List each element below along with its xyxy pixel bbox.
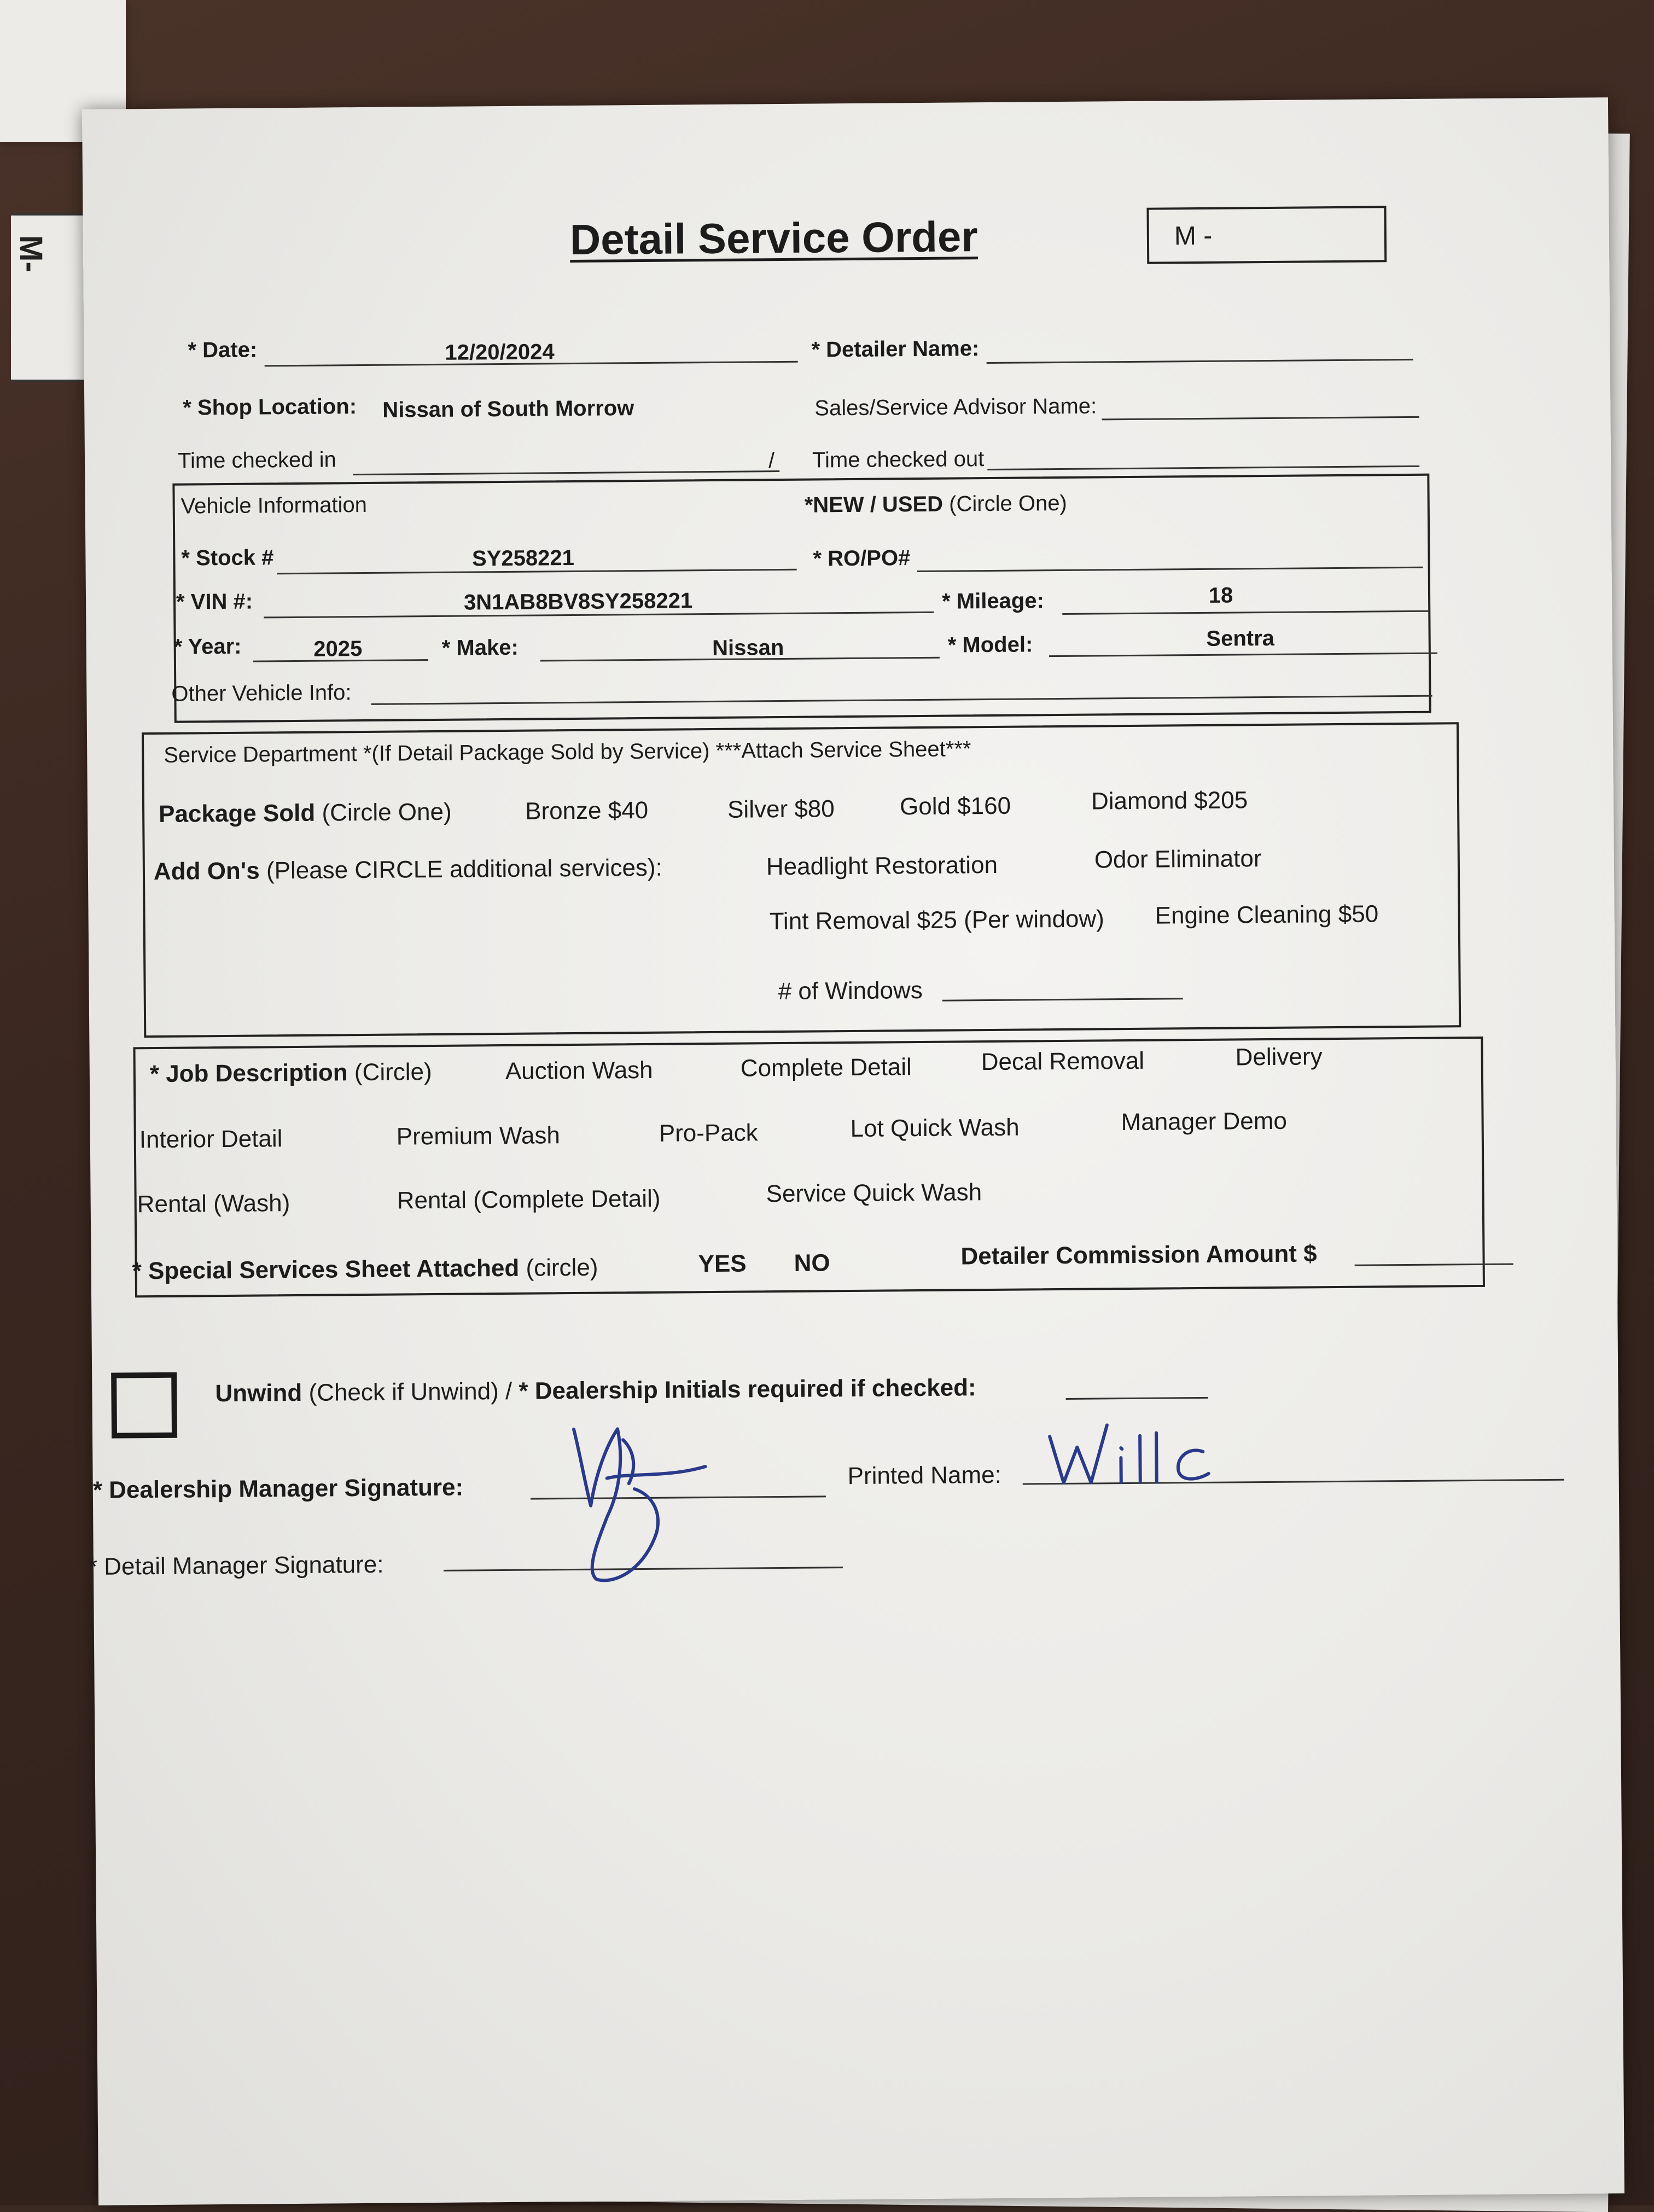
detail-service-order-form [82,97,1624,2205]
job-complete-detail[interactable]: Complete Detail [740,1053,912,1082]
advisor-name-line[interactable] [1102,416,1419,421]
job-lot-quick-wash[interactable]: Lot Quick Wash [850,1114,1020,1143]
job-manager-demo[interactable]: Manager Demo [1121,1107,1288,1136]
time-separator: / [768,449,775,473]
addons-label: Add On's [153,857,260,886]
time-out-line[interactable] [987,465,1419,470]
date-label: * Date: [188,337,258,363]
dealership-initials-label: * Dealership Initials required if checked: [519,1374,976,1405]
job-description-hint: (Circle) [354,1058,432,1086]
job-rental-wash[interactable]: Rental (Wash) [137,1190,290,1218]
package-silver[interactable]: Silver $80 [727,795,835,823]
package-sold-hint: (Circle One) [322,798,452,826]
side-tab-text: M- [13,235,49,272]
job-delivery[interactable]: Delivery [1235,1043,1323,1071]
job-description-label: * Job Description [149,1059,348,1088]
time-in-label: Time checked in [177,447,336,473]
make-label: * Make: [441,635,519,660]
package-diamond[interactable]: Diamond $205 [1091,787,1248,815]
vin-label: * VIN #: [176,589,253,614]
vehicle-info-label: Vehicle Information [180,492,368,519]
special-services-no[interactable]: NO [794,1249,830,1277]
stock-value: SY258221 [471,545,575,571]
shop-location-label: * Shop Location: [183,394,357,420]
dealership-initials-line[interactable] [1066,1397,1208,1400]
addon-tint-removal[interactable]: Tint Removal $25 (Per window) [769,905,1105,935]
detailer-name-label: * Detailer Name: [811,336,980,362]
service-department-header: Service Department *(If Detail Package Sold by Service) ***Attach Service Sheet*** [164,737,971,767]
dealership-manager-signature-ink [541,1406,805,1588]
job-interior-detail[interactable]: Interior Detail [139,1125,283,1154]
mileage-label: * Mileage: [941,589,1045,614]
order-number-prefix: M - [1174,221,1213,251]
special-services-yes[interactable]: YES [698,1250,747,1278]
addons-hint: (Please CIRCLE additional services): [266,854,663,884]
job-pro-pack[interactable]: Pro-Pack [659,1119,758,1147]
special-services-hint: (circle) [526,1254,598,1282]
time-in-line[interactable] [353,470,779,475]
package-sold-label: Package Sold [158,799,316,828]
model-value: Sentra [1206,626,1275,651]
new-used-hint: (Circle One) [949,491,1067,516]
commission-label: Detailer Commission Amount $ [960,1240,1317,1270]
addon-engine-cleaning[interactable]: Engine Cleaning $50 [1155,900,1379,929]
printed-name-handwriting [1039,1413,1225,1492]
new-used-label[interactable]: *NEW / USED [804,492,944,517]
job-rental-complete-detail[interactable]: Rental (Complete Detail) [397,1185,661,1214]
time-out-label: Time checked out [812,447,985,473]
year-label: * Year: [173,634,242,659]
advisor-name-label: Sales/Service Advisor Name: [814,394,1097,421]
unwind-hint: (Check if Unwind) / [308,1377,512,1406]
job-auction-wash[interactable]: Auction Wash [505,1056,653,1085]
package-bronze[interactable]: Bronze $40 [525,796,649,825]
other-vehicle-info-label: Other Vehicle Info: [171,680,352,706]
printed-name-label: Printed Name: [847,1461,1002,1490]
model-label: * Model: [947,632,1033,657]
detail-manager-signature-label: * Detail Manager Signature: [88,1551,384,1580]
stock-label: * Stock # [181,545,274,571]
package-gold[interactable]: Gold $160 [899,792,1011,820]
mileage-value: 18 [1208,583,1233,608]
ro-po-label: * RO/PO# [813,546,911,571]
windows-label: # of Windows [778,976,923,1005]
job-decal-removal[interactable]: Decal Removal [981,1047,1145,1076]
job-service-quick-wash[interactable]: Service Quick Wash [766,1179,982,1208]
special-services-label: * Special Services Sheet Attached [132,1254,520,1285]
vin-value: 3N1AB8BV8SY258221 [463,589,693,615]
addon-odor-eliminator[interactable]: Odor Eliminator [1094,845,1262,874]
dealership-manager-signature-label: * Dealership Manager Signature: [92,1474,464,1504]
year-value: 2025 [313,637,363,661]
addon-headlight-restoration[interactable]: Headlight Restoration [766,851,998,881]
detailer-name-line[interactable] [987,359,1413,364]
shop-location-value: Nissan of South Morrow [382,396,634,422]
job-premium-wash[interactable]: Premium Wash [396,1122,561,1150]
unwind-label: Unwind [215,1379,302,1407]
date-value: 12/20/2024 [445,340,555,365]
unwind-checkbox[interactable] [111,1372,177,1439]
form-title: Detail Service Order [569,212,978,264]
make-value: Nissan [712,635,784,660]
